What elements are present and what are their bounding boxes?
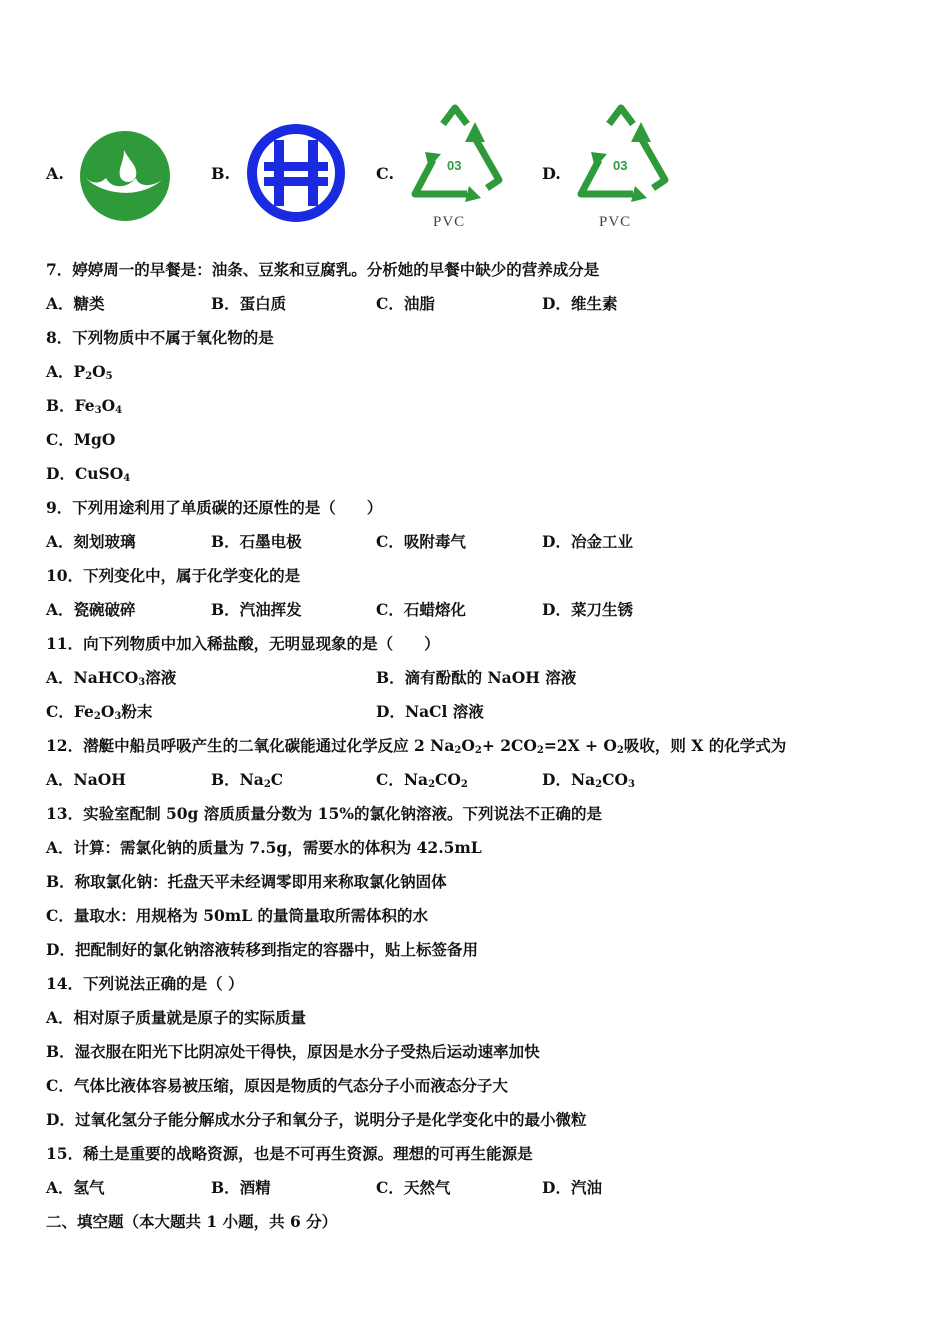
q12-d-sub1: 2 bbox=[595, 779, 603, 790]
q8-option-a[interactable] bbox=[46, 362, 113, 382]
recycle-number: 03 bbox=[447, 158, 462, 173]
q8-a-sub2: 5 bbox=[105, 371, 113, 382]
q15-option-c[interactable]: C．天然气 bbox=[376, 1178, 451, 1197]
q12-option-a[interactable]: A．NaOH bbox=[46, 770, 126, 789]
q13-option-d[interactable]: D．把配制好的氯化钠溶液转移到指定的容器中，贴上标签备用 bbox=[46, 940, 478, 959]
q13-option-a[interactable]: A．计算：需氯化钠的质量为 7.5g，需要水的体积为 42.5mL bbox=[46, 838, 482, 857]
q12-c-sub1: 2 bbox=[428, 779, 436, 790]
q7-option-d[interactable]: D．维生素 bbox=[542, 294, 618, 313]
q8-stem: 8．下列物质中不属于氧化物的是 bbox=[46, 328, 274, 347]
blue-emblem-icon bbox=[244, 122, 348, 224]
q11-c-mid: O bbox=[100, 702, 115, 721]
arrowhead-right bbox=[631, 186, 647, 202]
q11-c-text: C．Fe bbox=[46, 702, 94, 721]
q10-option-b[interactable]: B．汽油挥发 bbox=[211, 600, 302, 619]
q8-b-text: B．Fe bbox=[46, 396, 95, 415]
recycle-arrow-right bbox=[475, 138, 499, 188]
q14-option-c[interactable]: C．气体比液体容易被压缩，原因是物质的气态分子小而液态分子大 bbox=[46, 1076, 508, 1095]
q8-b-mid: O bbox=[101, 396, 116, 415]
q12-stem-sub1: 2 bbox=[454, 745, 462, 756]
q8-option-c[interactable]: C．MgO bbox=[46, 430, 116, 449]
q9-option-d[interactable]: D．冶金工业 bbox=[542, 532, 633, 551]
green-water-saving-icon bbox=[78, 128, 172, 224]
image-option-a-label[interactable]: A. bbox=[46, 164, 64, 183]
q9-stem: 9．下列用途利用了单质碳的还原性的是（ ） bbox=[46, 498, 383, 517]
q13-option-c[interactable]: C．量取水：用规格为 50mL 的量筒量取所需体积的水 bbox=[46, 906, 428, 925]
q10-option-c[interactable]: C．石蜡熔化 bbox=[376, 600, 466, 619]
q10-option-a[interactable]: A．瓷碗破碎 bbox=[46, 600, 136, 619]
q8-option-d[interactable] bbox=[46, 464, 130, 484]
q15-stem: 15．稀土是重要的战略资源，也是不可再生资源。理想的可再生能源是 bbox=[46, 1144, 533, 1163]
q14-stem: 14．下列说法正确的是（ ） bbox=[46, 974, 244, 993]
q8-d-sub: 4 bbox=[123, 473, 131, 484]
recycle-number: 03 bbox=[613, 158, 628, 173]
recycle-arrow-right bbox=[641, 138, 665, 188]
blue-pillar-right-shape bbox=[308, 140, 318, 206]
q12-stem-part5: 吸收，则 X 的化学式为 bbox=[623, 736, 787, 755]
q12-c-sub2: 2 bbox=[460, 779, 468, 790]
image-option-b-label[interactable]: B. bbox=[211, 164, 231, 183]
q8-a-text: A．P bbox=[46, 362, 86, 381]
q11-a-sub: 3 bbox=[138, 677, 146, 688]
arrowhead-top bbox=[631, 122, 651, 142]
q11-option-b[interactable]: B．滴有酚酞的 NaOH 溶液 bbox=[376, 668, 577, 687]
q7-option-b[interactable]: B．蛋白质 bbox=[211, 294, 287, 313]
q13-option-b[interactable]: B．称取氯化钠：托盘天平未经调零即用来称取氯化钠固体 bbox=[46, 872, 447, 891]
q12-d-sub2: 3 bbox=[627, 779, 635, 790]
blue-bar-bottom-shape bbox=[264, 177, 328, 186]
image-option-c-label[interactable]: C. bbox=[376, 164, 395, 183]
q8-b-sub1: 3 bbox=[94, 405, 102, 416]
q11-c-sub1: 2 bbox=[93, 711, 101, 722]
q12-stem-sub4: 2 bbox=[616, 745, 624, 756]
q14-option-d[interactable]: D．过氧化氢分子能分解成水分子和氧分子，说明分子是化学变化中的最小微粒 bbox=[46, 1110, 587, 1129]
q12-d-mid: CO bbox=[602, 770, 628, 789]
q12-b-sub: 2 bbox=[263, 779, 271, 790]
q12-stem-part4: =2X + O bbox=[543, 736, 617, 755]
q13-stem: 13．实验室配制 50g 溶质质量分数为 15%的氯化钠溶液。下列说法不正确的是 bbox=[46, 804, 602, 823]
q7-option-a[interactable]: A．糖类 bbox=[46, 294, 105, 313]
q10-stem: 10．下列变化中，属于化学变化的是 bbox=[46, 566, 301, 585]
q12-c-mid: CO bbox=[435, 770, 461, 789]
q11-stem: 11．向下列物质中加入稀盐酸，无明显现象的是（ ） bbox=[46, 634, 440, 653]
q7-stem: 7．婷婷周一的早餐是：油条、豆浆和豆腐乳。分析她的早餐中缺少的营养成分是 bbox=[46, 260, 600, 279]
q9-option-a[interactable]: A．刻划玻璃 bbox=[46, 532, 136, 551]
q15-option-a[interactable]: A．氢气 bbox=[46, 1178, 105, 1197]
q15-option-d[interactable]: D．汽油 bbox=[542, 1178, 602, 1197]
q14-option-a[interactable]: A．相对原子质量就是原子的实际质量 bbox=[46, 1008, 307, 1027]
q14-option-b[interactable]: B．湿衣服在阳光下比阴凉处干得快，原因是水分子受热后运动速率加快 bbox=[46, 1042, 540, 1061]
arrowhead-right bbox=[465, 186, 481, 202]
q7-option-c[interactable]: C．油脂 bbox=[376, 294, 435, 313]
q12-stem-part1: 12．潜艇中船员呼吸产生的二氧化碳能通过化学反应 2 Na bbox=[46, 736, 455, 755]
q12-b-text: B．Na bbox=[211, 770, 264, 789]
recycle-caption: PVC bbox=[599, 214, 632, 230]
q15-option-b[interactable]: B．酒精 bbox=[211, 1178, 271, 1197]
white-gap-shape bbox=[288, 186, 304, 206]
q11-a-suffix: 溶液 bbox=[145, 668, 177, 687]
q9-option-c[interactable]: C．吸附毒气 bbox=[376, 532, 466, 551]
q12-d-text: D．Na bbox=[542, 770, 596, 789]
q12-stem-part2: O bbox=[461, 736, 475, 755]
blue-bar-top-shape bbox=[264, 162, 328, 171]
q12-stem-sub2: 2 bbox=[474, 745, 482, 756]
recycle-triangle-icon bbox=[403, 102, 513, 232]
q8-a-sub1: 2 bbox=[85, 371, 93, 382]
q11-a-text: A．NaHCO bbox=[46, 668, 139, 687]
arrowhead-top bbox=[465, 122, 485, 142]
q12-stem-part3: + 2CO bbox=[481, 736, 537, 755]
recycle-arrow-top bbox=[609, 108, 633, 124]
section-heading: 二、填空题（本大题共 1 小题，共 6 分） bbox=[46, 1212, 338, 1231]
q12-option-c[interactable] bbox=[376, 770, 468, 790]
q11-c-sub2: 3 bbox=[114, 711, 122, 722]
recycle-arrow-top bbox=[443, 108, 467, 124]
q8-d-text: D．CuSO bbox=[46, 464, 124, 483]
q8-a-mid: O bbox=[92, 362, 106, 381]
q8-option-b[interactable] bbox=[46, 396, 122, 416]
blue-pillar-left-shape bbox=[274, 140, 284, 206]
q11-option-c[interactable] bbox=[46, 702, 152, 722]
image-option-d-label[interactable]: D. bbox=[542, 164, 561, 183]
q11-c-suffix: 粉末 bbox=[121, 702, 153, 721]
q12-option-b[interactable] bbox=[211, 770, 283, 790]
q8-b-sub2: 4 bbox=[115, 405, 123, 416]
recycle-triangle-icon bbox=[569, 102, 679, 232]
q11-option-d[interactable]: D．NaCl 溶液 bbox=[376, 702, 484, 721]
q11-option-a[interactable] bbox=[46, 668, 176, 688]
q10-option-d[interactable]: D．菜刀生锈 bbox=[542, 600, 633, 619]
q12-option-d[interactable] bbox=[542, 770, 635, 790]
q12-stem-sub3: 2 bbox=[536, 745, 544, 756]
recycle-caption: PVC bbox=[433, 214, 466, 230]
q9-option-b[interactable]: B．石墨电极 bbox=[211, 532, 302, 551]
q12-b-suffix: C bbox=[270, 770, 284, 789]
q12-c-text: C．Na bbox=[376, 770, 429, 789]
q12-stem bbox=[46, 736, 786, 756]
